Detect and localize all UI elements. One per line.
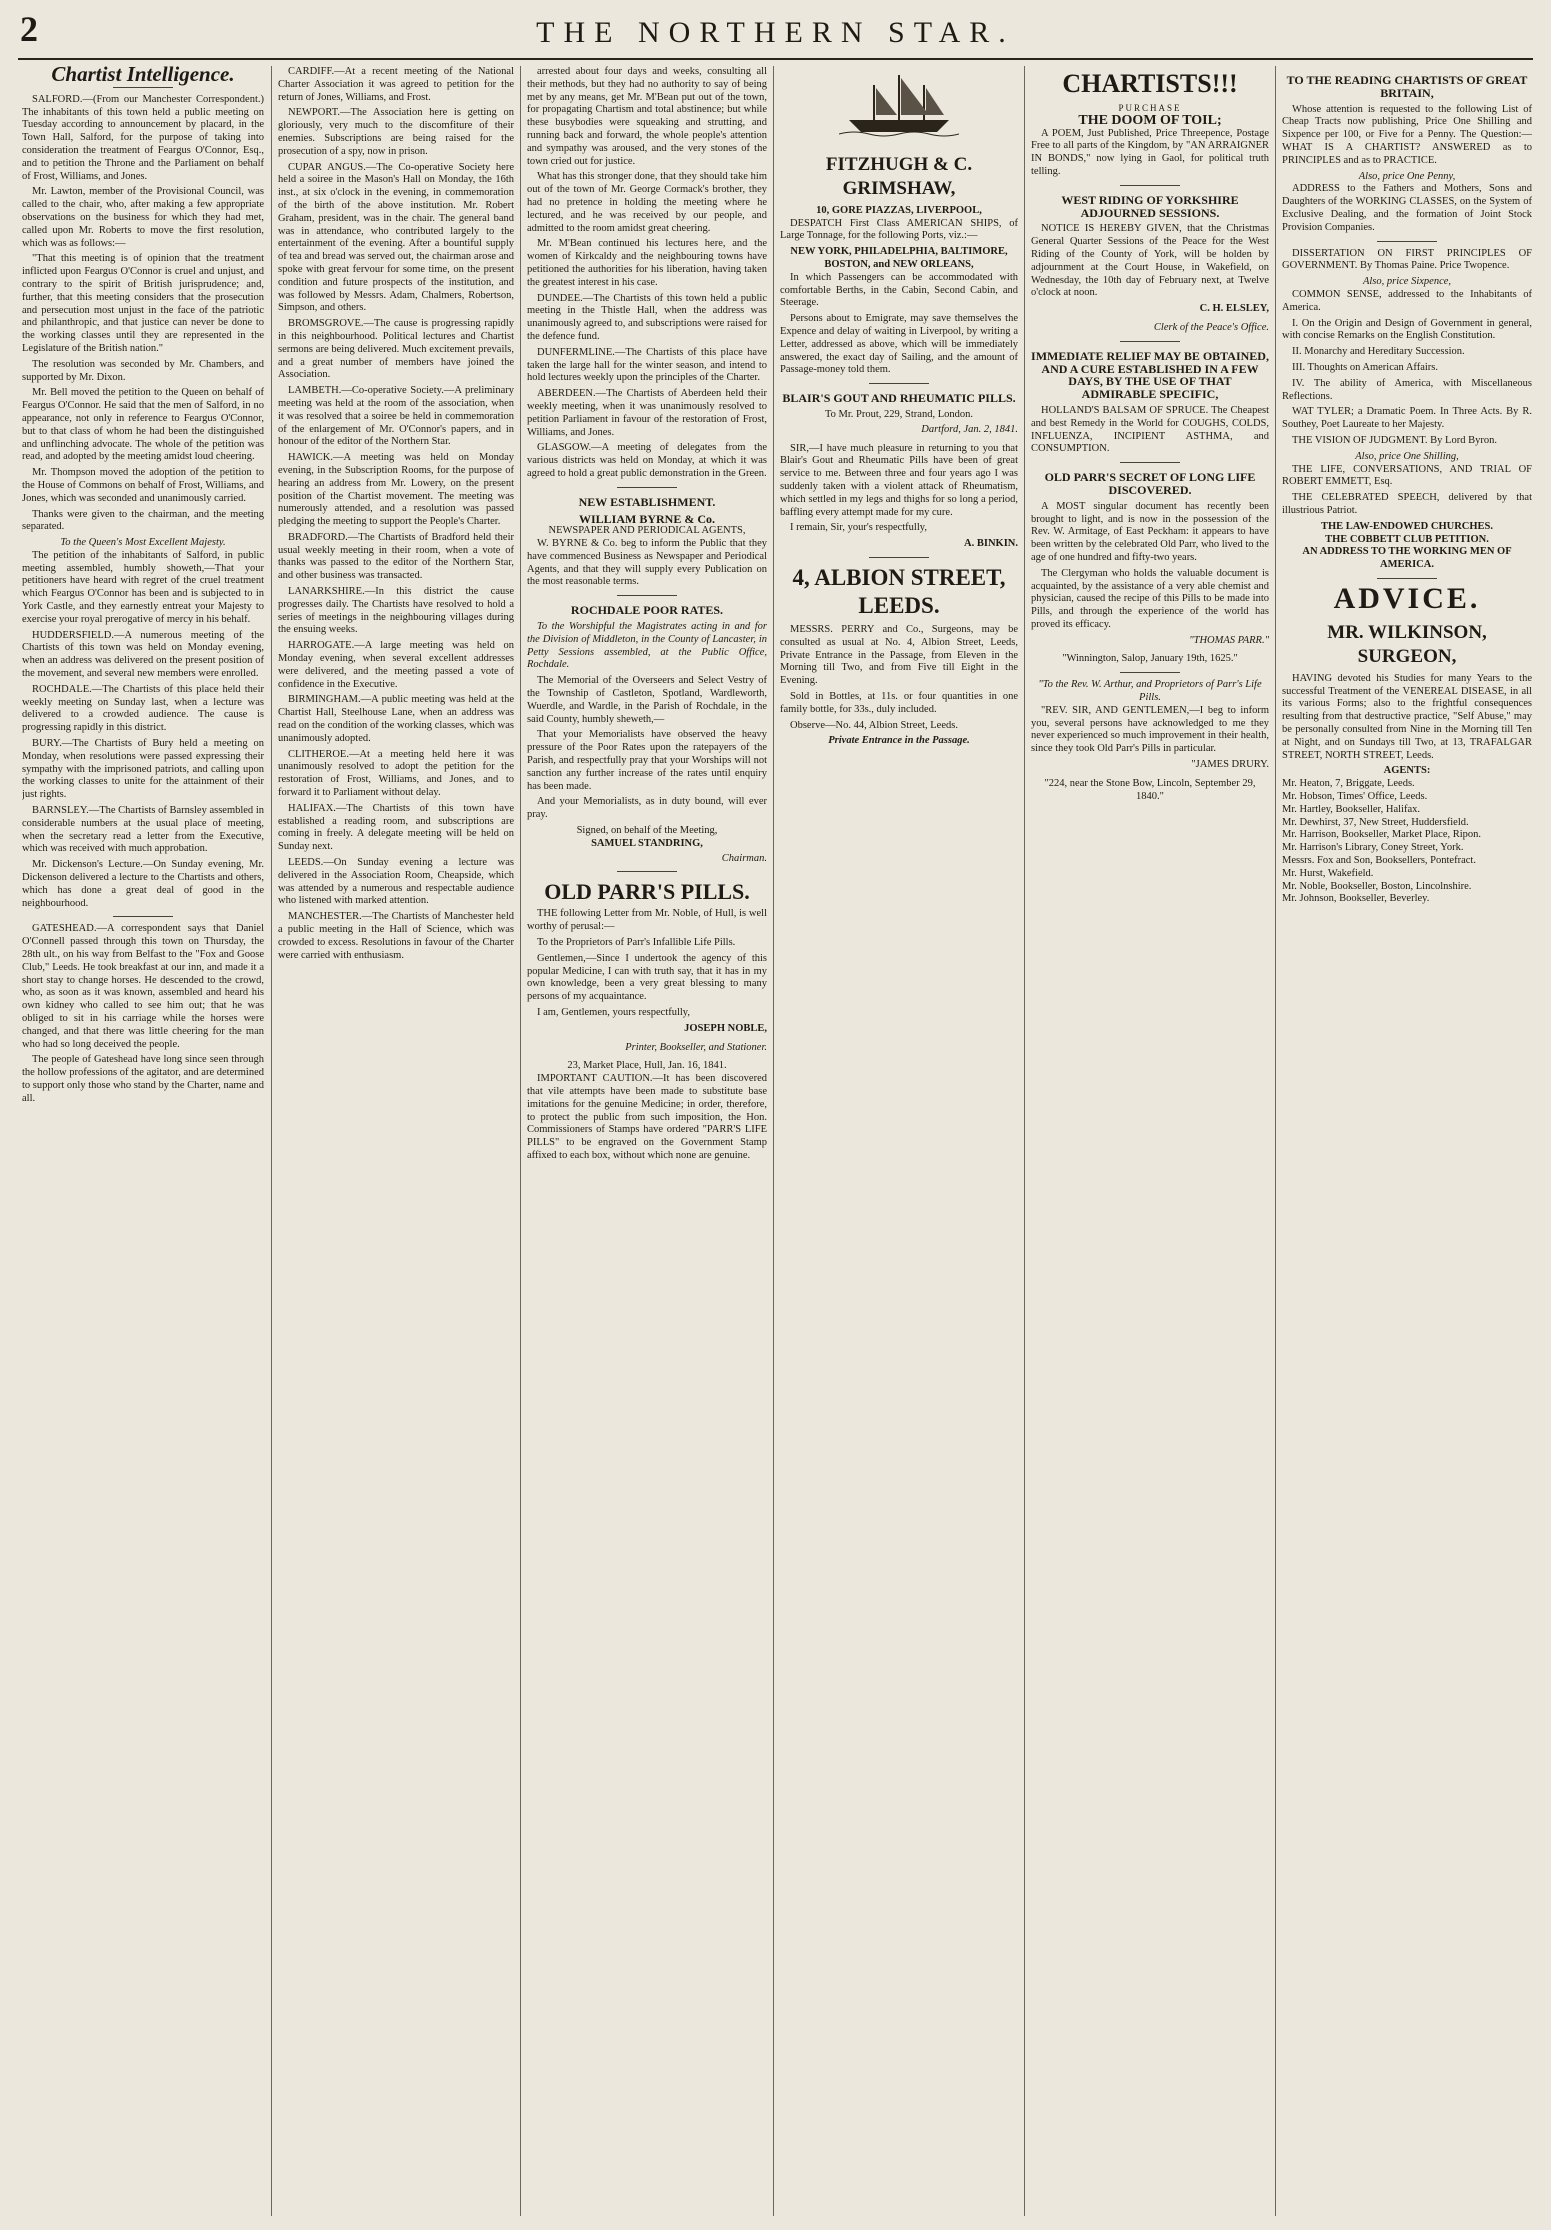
article-paragraph: Mr. Bell moved the petition to the Queen on behalf of Feargus O'Connor. He said that the men of Salford, in no appearance, not only in reference to Feargus O'Connor, but to that class of whom he had been the distinguished and unflinching advocate. The whole of the petition was read, and adopted by the meeting amidst loud cheering.: [22, 387, 264, 463]
article-paragraph: Mr. Lawton, member of the Provisional Council, was called to the chair, who, after making a few appropriate observations on the business for which they had met, called upon Mr. Roberts to move the first resolution, which was as follows:—: [22, 186, 264, 249]
article-paragraph: LANARKSHIRE.—In this district the cause progresses daily. The Chartists have resolved to hold a series of meetings in the neighbouring villages during the ensuing weeks.: [278, 586, 514, 636]
article-heading: To the Queen's Most Excellent Majesty.: [60, 537, 226, 549]
advert-paragraph: COMMON SENSE, addressed to the Inhabitants of America.: [1282, 288, 1532, 313]
column-2: [278, 66, 514, 2216]
firm-name: FITZHUGH & C. GRIMSHAW,: [825, 153, 973, 199]
advert-paragraph: Persons about to Emigrate, may save themselves the Expence and delay of waiting in Liverpool, by writing a Letter, addressed as above, which will be immediately answered, the exact day of Sailing, and the amount of Passage-money told them.: [780, 313, 1018, 376]
article-paragraph: HAWICK.—A meeting was held on Monday evening, in the Subscription Rooms, for the purpose of hearing an address from Mr. Lowery, on the present position of the Chartist movement. The meeting was numerously attended, and a resolution was passed pledging the meeting to support the People's Charter.: [278, 452, 514, 528]
advert-heading: OLD PARR'S PILLS.: [544, 879, 750, 905]
advert-paragraph: THE following Letter from Mr. Noble, of Hull, is well worthy of perusal:—: [527, 908, 767, 933]
advert-heading: CHARTISTS!!!: [1062, 69, 1238, 98]
paper-title: THE NORTHERN STAR.: [536, 16, 1015, 49]
advert-paragraph: HOLLAND'S BALSAM OF SPRUCE. The Cheapest and best Remedy in the World for COUGHS, COLDS, INFLUENZA, INCIPIENT ASTHMA, and CONSUMPTION.: [1031, 404, 1269, 455]
article-paragraph: BROMSGROVE.—The cause is progressing rapidly in this neighbourhood. Political lectures and Chartist sermons are being delivered. Much excitement prevails, and a great number of members have joined the Association.: [278, 318, 514, 381]
signature-address: "Winnington, Salop, January 19th, 1625.": [1062, 653, 1238, 665]
article-paragraph: BRADFORD.—The Chartists of Bradford held their usual weekly meeting in their room, when a vote of thanks was passed to the editor of the Northern Star, and other business was transacted.: [278, 531, 514, 582]
article-paragraph: GATESHEAD.—A correspondent says that Daniel O'Connell passed through this town on Thursday, the 28th ult., on his way from Belfast to the "Fox and Goose Club," Leeds. He took breakfast at our inn, and made it a short stay to change horses. He descended to the crowd, who, as soon as it was known, assembled and heard his own kidney who called to see him out; that he was obliged to sit in his carriage while the horses were changed, and that there was little cheering for the man who had so long deceived the people.: [22, 923, 264, 1050]
article-paragraph: Mr. Dickenson's Lecture.—On Sunday evening, Mr. Dickenson delivered a lecture to the Chartists and others, which has done a great deal of good in the neighbourhood.: [22, 859, 264, 909]
masthead: [0, 0, 1551, 60]
advert-paragraph: W. BYRNE & Co. beg to inform the Public that they have commenced Business as Newspaper and Periodical Agents, and that they will supply every Publication on the most reasonable terms.: [527, 538, 767, 588]
column-3: [527, 66, 767, 2216]
article-paragraph: DUNDEE.—The Chartists of this town held a public meeting in the Thistle Hall, when the address was unanimously agreed to, and subscriptions were raised for the defence fund.: [527, 292, 767, 342]
letter-paragraph: SIR,—I have much pleasure in returning to you that Blair's Gout and Rheumatic Pills have been of great service to me. Between three and four years ago I was suddenly taken with a violent attack of Rheumatism, which settled in my legs and thighs for so long a period, baffling every attempt made for my cure.: [780, 442, 1018, 518]
price-line: Also, price One Shilling,: [1355, 450, 1459, 462]
letter-addressee: "To the Rev. W. Arthur, and Proprietors of Parr's Life Pills.: [1038, 679, 1262, 704]
signature-title: Chairman.: [721, 852, 767, 864]
advert-heading: WEST RIDING OF YORKSHIRE ADJOURNED SESSIONS.: [1061, 192, 1239, 220]
column-1: [22, 66, 264, 2216]
purchase-label: PURCHASE: [1118, 103, 1182, 113]
divider: [1377, 241, 1437, 242]
article-paragraph: What has this stronger done, that they should take him out of the town of Mr. George Cormack's brother, they had no pretence in holding the meeting where he lectured, and he was received by our people, and admitted to the room amidst great cheering.: [527, 171, 767, 234]
article-paragraph: "That this meeting is of opinion that the treatment inflicted upon Feargus O'Connor is cruel and unjust, and contrary to the spirit of British jurisprudence; and, further, that this meeting considers that the prosecution and persecution most unjust in the face of the patriotic and philanthropic, and that justice can never be done to the working classes until they are represented in the Legislature of the British nation.": [22, 253, 264, 354]
list-item: Mr. Hurst, Wakefield.: [1282, 867, 1374, 879]
list-item: Mr. Johnson, Bookseller, Beverley.: [1282, 893, 1430, 905]
column-6: [1282, 66, 1532, 2216]
page-number: 2: [20, 9, 38, 49]
poem-title: THE DOOM OF TOIL;: [1078, 112, 1222, 128]
firm-address: 10, GORE PIAZZAS, LIVERPOOL,: [816, 204, 982, 216]
article-paragraph: LEEDS.—On Sunday evening a lecture was delivered in the Association Room, Cheapside, which was attended by a numerous and respectable audience who listened with marked attention.: [278, 857, 514, 907]
divider: [1120, 462, 1180, 463]
memorial-paragraph: And your Memorialists, as in duty bound, will ever pray.: [527, 796, 767, 821]
firm-name: WILLIAM BYRNE & Co.: [578, 511, 715, 526]
firm-subtitle: NEWSPAPER AND PERIODICAL AGENTS,: [548, 525, 746, 537]
column-rule: [773, 66, 774, 2216]
agents-heading: AGENTS:: [1383, 765, 1431, 777]
private-entrance-note: Private Entrance in the Passage.: [828, 735, 970, 747]
advert-paragraph: MESSRS. PERRY and Co., Surgeons, may be consulted as usual at No. 4, Albion Street, Leeds, Private Entrance in the Passage, from Eleven in the Morning till Two, and from Five till Eight in the Evening.: [780, 623, 1018, 687]
divider: [1120, 341, 1180, 342]
article-paragraph: BARNSLEY.—The Chartists of Barnsley assembled in considerable numbers at the usual place of meeting, when the secretary read a letter from the Executive, which was received with much approbation.: [22, 805, 264, 855]
letter-date: Dartford, Jan. 2, 1841.: [921, 423, 1018, 435]
advert-paragraph: HAVING devoted his Studies for many Years to the successful Treatment of the VENEREAL DISEASE, in all its various Forms; also to the frightful consequences resulting from that destructive practice, "Self Abuse," may be personally consulted from Nine in the Morning till Ten at Night, and on Sundays till Two, at 13, TRAFALGAR STREET, NORTH STREET, Leeds.: [1282, 672, 1532, 761]
advert-paragraph: I am, Gentlemen, yours respectfully,: [537, 1007, 690, 1018]
article-paragraph: NEWPORT.—The Association here is getting on gloriously, very much to the discomfiture of their enemies. Subscriptions are being raised for the prosecution of a spy, now in prison.: [278, 107, 514, 157]
memorial-paragraph: The Memorial of the Overseers and Select Vestry of the Township of Castleton, Spotland, Wardleworth, Wuerdle, and Wardle, in the Parish of Rochdale, in the said County, humbly sheweth,—: [527, 675, 767, 725]
advert-paragraph: Whose attention is requested to the following List of Cheap Tracts now publishing, Price One Shilling and Sixpence per 100, or Five for a Penny. The Question:—WHAT IS A CHARTIST? ANSWERED as to PRINCIPLES and as to PRACTICE.: [1282, 103, 1532, 166]
memorial-address: To the Worshipful the Magistrates acting in and for the Division of Middleton, in the County of Lancaster, in Petty Sessions assembled, at the Public Office, Rochdale.: [527, 621, 767, 671]
article-paragraph: arrested about four days and weeks, consulting all their methods, but they had no authority to say of being met by any means, get Mr. M'Bean put out of the town, for propagating Chartism and total abstinence; but while these busybodies were squeaking and strutting, and running back and forward, the whole people's attention and sympathy was aroused, and the very stones of the town cried out for justice.: [527, 66, 767, 167]
article-paragraph: CLITHEROE.—At a meeting held here it was unanimously resolved to adopt the petition for the restoration of Frost, Williams, and Jones, and to forward it to Parliament without delay.: [278, 748, 514, 799]
divider: [617, 595, 677, 596]
article-paragraph: CARDIFF.—At a recent meeting of the National Charter Association it was agreed to petition for the return of Jones, Williams, and Frost.: [278, 66, 514, 103]
article-paragraph: BURY.—The Chartists of Bury held a meeting on Monday, when resolutions were passed expressing their sympathy with the imprisoned patriots, and calling upon the working classes to unite for the attainment of their just rights.: [22, 738, 264, 801]
list-item: II. Monarchy and Hereditary Succession.: [1292, 346, 1465, 358]
ports-line: NEW YORK, PHILADELPHIA, BALTIMORE, BOSTON, and NEW ORLEANS,: [790, 246, 1008, 270]
advert-heading: THE COBBETT CLUB PETITION.: [1325, 533, 1489, 545]
list-item: Mr. Harrison, Bookseller, Market Place, Ripon.: [1282, 829, 1482, 841]
advert-heading: AN ADDRESS TO THE WORKING MEN OF AMERICA.: [1302, 546, 1512, 571]
masthead-rule: [18, 58, 1533, 60]
list-item: Mr. Hobson, Times' Office, Leeds.: [1282, 791, 1428, 803]
divider: [617, 487, 677, 488]
article-paragraph: Mr. Thompson moved the adoption of the petition to the House of Commons on behalf of Frost, Williams, and Jones, which was seconded and unanimously carried.: [22, 467, 264, 504]
article-paragraph: HUDDERSFIELD.—A numerous meeting of the Chartists of this town was held on Monday evening, when an address was delivered on the present position of the movement, and several new members were enrolled.: [22, 629, 264, 680]
advert-paragraph: THE VISION OF JUDGMENT. By Lord Byron.: [1292, 434, 1497, 446]
divider: [1120, 672, 1180, 673]
article-paragraph: Thanks were given to the chairman, and the meeting separated.: [22, 508, 264, 533]
advert-paragraph: ADDRESS to the Fathers and Mothers, Sons and Daughters of the WORKING CLASSES, on the System of Exclusive Dealing, and the formation of Joint Stock Provision Companies.: [1282, 183, 1532, 233]
article-paragraph: The resolution was seconded by Mr. Chambers, and supported by Mr. Dixon.: [22, 358, 264, 383]
signature-title: Printer, Bookseller, and Stationer.: [625, 1041, 767, 1053]
column-rule: [1024, 66, 1025, 2216]
memorial-paragraph: That your Memorialists have observed the heavy pressure of the Poor Rates upon the ratepayers of the Parish, and respectfully pray that your Worships will not sanction any further increase of the rates until enquiry has been made.: [527, 729, 767, 792]
list-item: Mr. Hartley, Bookseller, Halifax.: [1282, 803, 1420, 815]
article-paragraph: MANCHESTER.—The Chartists of Manchester held a public meeting in the Hall of Science, which was crowded to excess. Resolutions in favour of the Charter were carried with enthusiasm.: [278, 911, 514, 961]
ship-icon: [780, 70, 1018, 145]
article-paragraph: LAMBETH.—Co-operative Society.—A preliminary meeting was held at the room of the association, when it was resolved that a soiree be held in commemoration of the enlargement of Mr. O'Connor's papers, and in honour of the editor of the Northern Star.: [278, 385, 514, 448]
signature-name: "THOMAS PARR.": [1189, 634, 1269, 646]
advert-paragraph: Gentlemen,—Since I undertook the agency of this popular Medicine, I can with truth say, that it has in my own knowledge, been a very great blessing to many persons of my acquaintance.: [527, 952, 767, 1003]
signature-line: Signed, on behalf of the Meeting,: [576, 825, 718, 837]
advert-paragraph: Sold in Bottles, at 11s. or four quantities in one family bottle, for 33s., duly included.: [780, 690, 1018, 715]
advert-paragraph: DISSERTATION ON FIRST PRINCIPLES OF GOVERNMENT. By Thomas Paine. Price Twopence.: [1282, 247, 1532, 272]
article-paragraph: GLASGOW.—A meeting of delegates from the various districts was held on Monday, at which it was agreed to hold a great public demonstration in the Green.: [527, 442, 767, 479]
letter-addressee: To Mr. Prout, 229, Strand, London.: [824, 408, 973, 420]
price-line: Also, price Sixpence,: [1362, 276, 1452, 288]
column-rule: [1275, 66, 1276, 2216]
advert-heading: BLAIR'S GOUT AND RHEUMATIC PILLS.: [782, 391, 1016, 406]
advert-paragraph: The Clergyman who holds the valuable document is acquainted, by the assistance of a very able chemist and physician, caused the recipe of this Pills to be made into Pills, and through the experience of the world has proved its efficacy.: [1031, 567, 1269, 630]
list-item: IV. The ability of America, with Miscellaneous Reflections.: [1282, 377, 1532, 402]
advert-paragraph: A POEM, Just Published, Price Threepence, Postage Free to all parts of the Kingdom, by "AN ARRAIGNER IN BONDS," now lying in Gaol, for political truth telling.: [1031, 127, 1269, 177]
advert-heading: ADVICE.: [1333, 581, 1481, 615]
advert-heading: THE LAW-ENDOWED CHURCHES.: [1320, 520, 1493, 532]
article-paragraph: HARROGATE.—A large meeting was held on Monday evening, when several excellent addresses were delivered, and the meeting passed a vote of confidence in the Executive.: [278, 640, 514, 690]
advert-paragraph: WAT TYLER; a Dramatic Poem. In Three Acts. By R. Southey, Poet Laureate to her Majesty.: [1282, 406, 1532, 431]
advert-paragraph: DESPATCH First Class AMERICAN SHIPS, of Large Tonnage, for the following Ports, viz.:—: [780, 217, 1018, 242]
column-5: [1031, 66, 1269, 2216]
advert-paragraph: To the Proprietors of Parr's Infallible Life Pills.: [537, 937, 736, 949]
divider: [869, 383, 929, 384]
letter-paragraph: I remain, Sir, your's respectfully,: [790, 522, 927, 534]
advert-heading: TO THE READING CHARTISTS OF GREAT BRITAIN,: [1286, 73, 1528, 100]
divider: [1377, 578, 1437, 579]
column-rule: [520, 66, 521, 2216]
article-paragraph: HALIFAX.—The Chartists of this town have established a reading room, and subscriptions are coming in freely. A delegate meeting will be held on Sunday next.: [278, 802, 514, 853]
divider: [113, 87, 173, 88]
signature-address: 23, Market Place, Hull, Jan. 16, 1841.: [567, 1060, 727, 1072]
advert-paragraph: Observe—No. 44, Albion Street, Leeds.: [790, 719, 958, 731]
signature-name: A. BINKIN.: [964, 538, 1018, 550]
signature-address: "224, near the Stone Bow, Lincoln, September 29, 1840.": [1044, 777, 1256, 802]
list-item: III. Thoughts on American Affairs.: [1292, 361, 1439, 373]
article-paragraph: DUNFERMLINE.—The Chartists of this place have taken the large hall for the winter season, and intend to hold lectures weekly upon the principles of the Charter.: [527, 346, 767, 384]
advert-heading: 4, ALBION STREET, LEEDS.: [792, 564, 1006, 618]
divider: [1120, 185, 1180, 186]
article-paragraph: ABERDEEN.—The Chartists of Aberdeen held their weekly meeting, when it was unanimously resolved to petition Parliament in favour of the restoration of Frost, Williams, and Jones.: [527, 388, 767, 438]
divider: [113, 916, 173, 917]
signature-name: SAMUEL STANDRING,: [591, 837, 703, 849]
list-item: Mr. Dewhirst, 37, New Street, Huddersfield.: [1282, 816, 1469, 828]
article-paragraph: ROCHDALE.—The Chartists of this place held their weekly meeting on Sunday last, when a lecture was delivered to a crowded audience. The cause is progressing rapidly in this district.: [22, 683, 264, 734]
column-rule: [271, 66, 272, 2216]
article-paragraph: Mr. M'Bean continued his lectures here, and the women of Kirkcaldy and the neighbouring towns have petitioned the authorities for his liberation, having taken the greatest interest in his case.: [527, 238, 767, 288]
advert-paragraph: THE LIFE, CONVERSATIONS, AND TRIAL OF ROBERT EMMETT, Esq.: [1282, 463, 1532, 488]
list-item: Mr. Noble, Bookseller, Boston, Lincolnshire.: [1282, 880, 1472, 892]
advert-paragraph: A MOST singular document has recently been brought to light, and is now in the possession of the Rev. W. Armitage, of East Peckham: it appears to have been written by the celebrated Old Parr, who lived to the age of one hundred and fifty-two years.: [1031, 500, 1269, 563]
advert-heading: NEW ESTABLISHMENT.: [578, 494, 716, 509]
advert-subheading: MR. WILKINSON, SURGEON,: [1327, 621, 1487, 667]
article-paragraph: BIRMINGHAM.—A public meeting was held at the Chartist Hall, Steelhouse Lane, when an address was read on the condition of the working classes, which was unanimously adopted.: [278, 694, 514, 744]
signature-name: "JAMES DRURY.: [1191, 759, 1269, 771]
signature-name: C. H. ELSLEY,: [1199, 303, 1269, 315]
list-item: Mr. Harrison's Library, Coney Street, York.: [1282, 842, 1464, 854]
list-item: I. On the Origin and Design of Government in general, with concise Remarks on the English Constitution.: [1282, 317, 1532, 342]
article-paragraph: The petition of the inhabitants of Salford, in public meeting assembled, humbly showeth,—That your petitioners have heard with regret of the cruel treatment which Feargus O'Connor has been and is subjected to in York Castle, and they earnestly entreat your Majesty to exercise your royal prerogative of mercy in his behalf.: [22, 549, 264, 625]
notice-paragraph: NOTICE IS HEREBY GIVEN, that the Christmas General Quarter Sessions of the Peace for the West Riding of the County of York, will be holden by adjournment at the Court House, in Wakefield, on Wednesday, the 10th day of February next, at Twelve o'clock at noon.: [1031, 223, 1269, 299]
advert-heading: OLD PARR'S SECRET OF LONG LIFE DISCOVERED.: [1044, 470, 1256, 497]
advert-heading: ROCHDALE POOR RATES.: [570, 603, 724, 618]
column-4: [780, 66, 1018, 2216]
section-title: Chartist Intelligence.: [51, 66, 235, 86]
divider: [617, 871, 677, 872]
advert-paragraph: In which Passengers can be accommodated with comfortable Berths, in the Cabin, Second Cabin, and Steerage.: [780, 271, 1018, 309]
article-paragraph: The people of Gateshead have long since seen through the hollow professions of the agitator, and are determined to support only those who stand by the Charter, name and all.: [22, 1054, 264, 1104]
price-line: Also, price One Penny,: [1358, 170, 1456, 182]
article-paragraph: CUPAR ANGUS.—The Co-operative Society here held a soiree in the Mason's Hall on Monday, the 16th inst., at six o'clock in the evening, in commemoration of the birth of the above institution. Mr. Robert Graham, president, was in the chair. The general band was in attendance, who contributed largely to the entertainment of the evening. After a bountiful supply of tea and bread was served out, the chairman arose and spoke with great fervour for some time, on the present condition and future prospects of the institution, and was followed by Messrs. Adam, Chalmers, Robertson, Simpson, and others.: [278, 161, 514, 314]
list-item: Mr. Heaton, 7, Briggate, Leeds.: [1282, 778, 1415, 790]
divider: [869, 557, 929, 558]
advert-heading: IMMEDIATE RELIEF MAY BE OBTAINED, AND A CURE ESTABLISHED IN A FEW DAYS, BY THE USE OF THAT ADMIRABLE SPECIFIC,: [1031, 348, 1269, 402]
caution-paragraph: IMPORTANT CAUTION.—It has been discovered that vile attempts have been made to substitute base imitations for the genuine Medicine; in order, therefore, to protect the public from such imposition, the Hon. Commissioners of Stamps have ordered "PARR'S LIFE PILLS" to be engraved on the Government Stamp affixed to each box, without which none are genuine.: [527, 1073, 767, 1161]
article-paragraph: SALFORD.—(From our Manchester Correspondent.) The inhabitants of this town held a public meeting on Tuesday according to announcement by placard, in the Town Hall, Salford, for the purpose of taking into consideration the treatment of Feargus O'Connor, Esq., and to petition the Throne and the Parliament on behalf of Frost, Williams, and Jones.: [22, 93, 264, 182]
signature-name: JOSEPH NOBLE,: [684, 1022, 767, 1034]
signature-title: Clerk of the Peace's Office.: [1153, 321, 1269, 333]
advert-paragraph: THE CELEBRATED SPEECH, delivered by that illustrious Patriot.: [1282, 492, 1532, 516]
letter-paragraph: "REV. SIR, AND GENTLEMEN,—I beg to inform you, several persons have acknowledged to me they never experienced so much improvement in their health, since they took Old Parr's Pills in particular.: [1031, 704, 1269, 755]
list-item: Messrs. Fox and Son, Booksellers, Pontefract.: [1282, 855, 1476, 867]
